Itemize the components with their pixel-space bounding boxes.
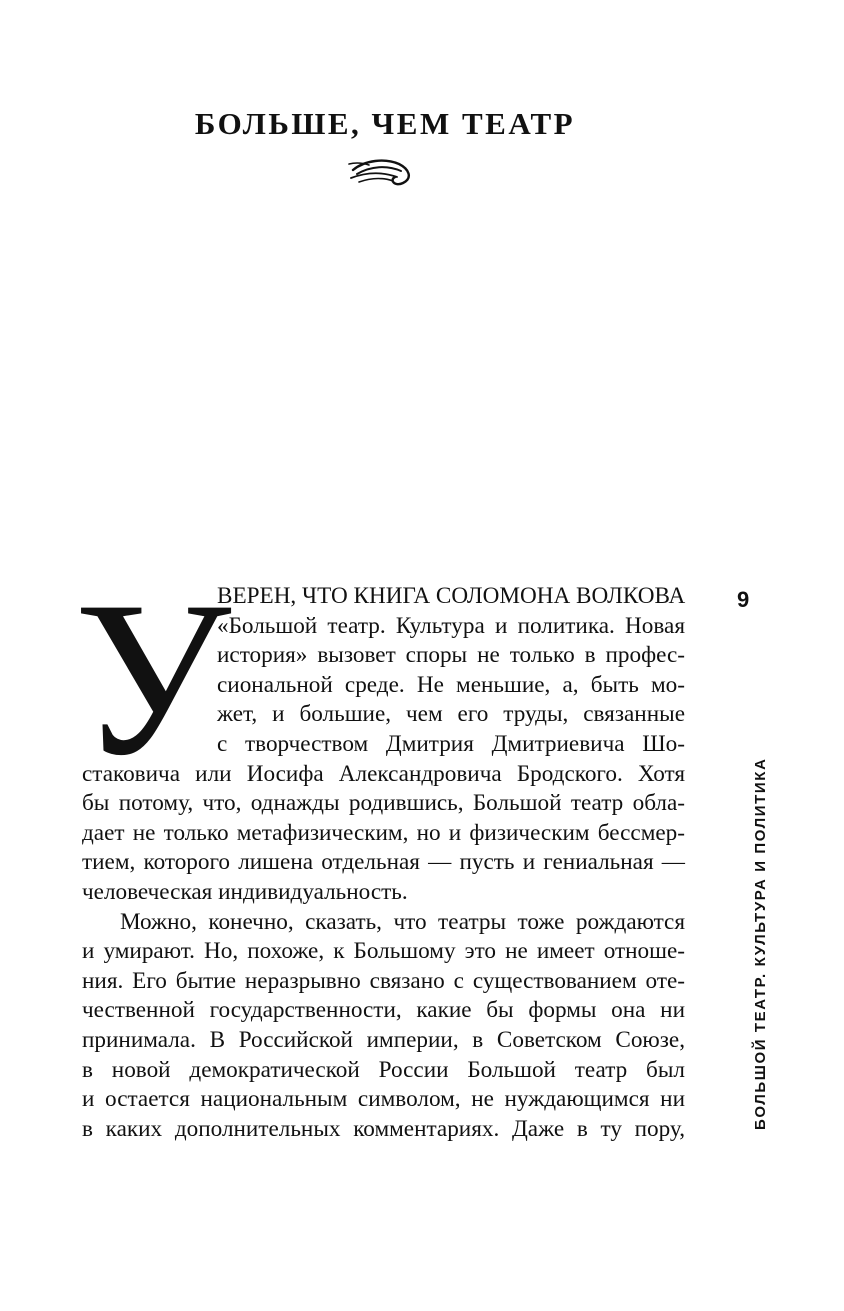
flourish-ornament-icon xyxy=(347,150,419,190)
text-line: и остается национальным символом, не нуждающимся ни xyxy=(82,1086,685,1113)
text-line: жет, и большие, чем его труды, связанные xyxy=(217,701,685,728)
text-line: бы потому, что, однажды родившись, Большой театр обла- xyxy=(82,790,685,817)
text-line: Можно, конечно, сказать, что театры тоже рождаются xyxy=(120,908,685,935)
drop-cap-space xyxy=(82,582,217,759)
text-line: история» вызовет споры не только в профес- xyxy=(217,642,685,669)
body-text xyxy=(82,582,685,1144)
text-line: стаковича или Иосифа Александровича Бродского. Хотя xyxy=(82,760,685,787)
text-line: дает не только метафизическим, но и физическим бессмер- xyxy=(82,819,685,846)
text-line: в новой демократической России Большой театр был xyxy=(82,1056,685,1083)
text-line: в каких дополнительных комментариях. Даже в ту пору, xyxy=(82,1115,685,1142)
text-line: тием, которого лишена отдельная — пусть и гениальная — xyxy=(82,849,685,876)
text-line: сиональной среде. Не меньшие, а, быть мо- xyxy=(217,671,685,698)
text-line: чественной государственности, какие бы формы она ни xyxy=(82,997,685,1024)
text-line: ния. Его бытие неразрывно связано с существованием оте- xyxy=(82,967,685,994)
running-head: БОЛЬШОЙ ТЕАТР. КУЛЬТУРА И ПОЛИТИКА xyxy=(752,757,769,1130)
text-line: с творчеством Дмитрия Дмитриевича Шо- xyxy=(217,730,685,757)
drop-cap: У xyxy=(74,556,232,802)
text-line: «Большой театр. Культура и политика. Новая xyxy=(217,612,685,639)
chapter-title: БОЛЬШЕ, ЧЕМ ТЕАТР xyxy=(194,106,576,141)
text-line: принимала. В Российской империи, в Советском Союзе, xyxy=(82,1026,685,1053)
page-number: 9 xyxy=(737,587,750,612)
text-line: ВЕРЕН, ЧТО КНИГА СОЛОМОНА ВОЛКОВА xyxy=(217,583,686,609)
text-line: и умирают. Но, похоже, к Большому это не имеет отноше- xyxy=(82,938,685,965)
text-line: человеческая индивидуальность. xyxy=(82,878,408,905)
